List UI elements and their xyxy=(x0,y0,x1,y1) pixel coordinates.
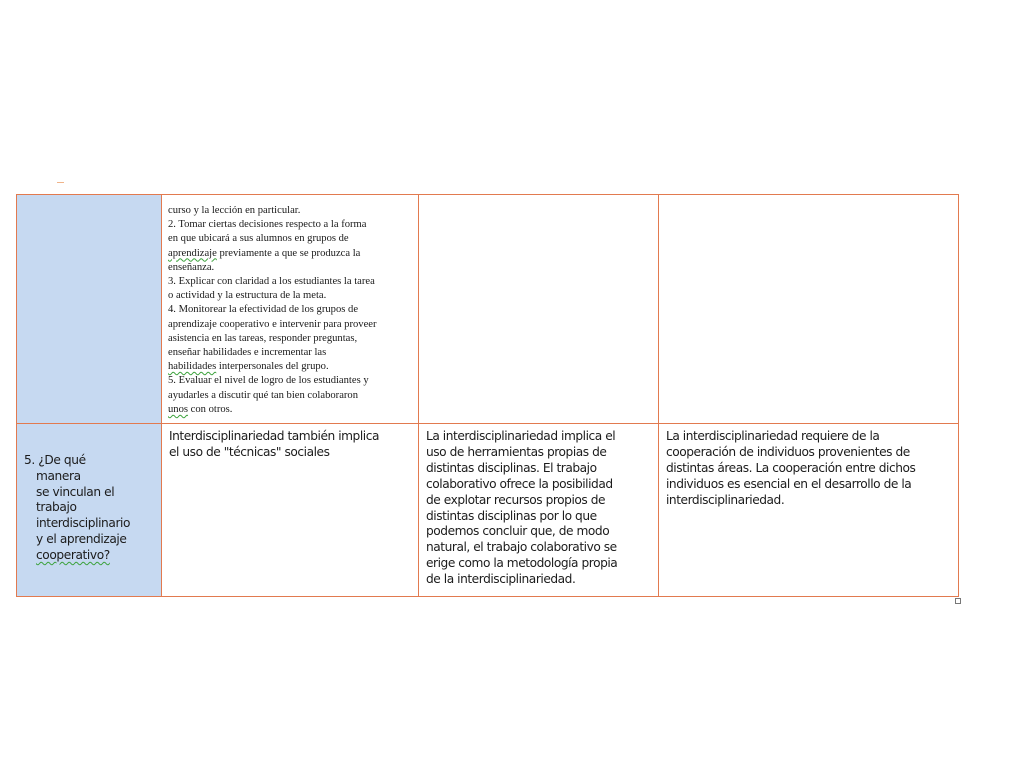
empty-cell[interactable] xyxy=(419,195,659,424)
text-line: colaborativo ofrece la posibilidad xyxy=(426,476,613,491)
comparison-table xyxy=(16,194,959,597)
text-line xyxy=(168,389,412,403)
text-line xyxy=(168,204,412,218)
question-line xyxy=(24,500,161,516)
text-line: La interdisciplinariedad implica el xyxy=(426,429,616,443)
table-row xyxy=(17,195,959,424)
question-cell[interactable] xyxy=(17,424,162,597)
misspelled-word: unos xyxy=(168,403,189,415)
text-line: La interdisciplinariedad requiere de la xyxy=(666,429,880,443)
question-line xyxy=(24,532,161,548)
question-line xyxy=(24,453,161,469)
text-line: distintas disciplinas. El trabajo xyxy=(426,460,597,475)
question-line xyxy=(24,516,161,532)
text-line xyxy=(168,374,412,388)
question-line-text: 5. ¿De qué xyxy=(24,453,86,467)
table-resize-handle[interactable] xyxy=(955,598,961,604)
text-line: Interdisciplinariedad también implica xyxy=(169,429,379,443)
text-line xyxy=(168,403,412,417)
text-run: asistencia en las tareas, responder preguntas, xyxy=(168,332,358,344)
text-run: enseñar habilidades e incrementar las xyxy=(168,347,327,359)
text-run: ayudarles a discutir qué tan bien colaboraron xyxy=(168,389,359,401)
answer-cell[interactable] xyxy=(162,424,419,597)
text-run: interpersonales del grupo. xyxy=(216,361,329,373)
text-run: con otros. xyxy=(188,403,233,415)
text-run: o actividad y la estructura de la meta. xyxy=(168,290,327,302)
text-line: natural, el trabajo colaborativo se xyxy=(426,540,617,555)
text-line: erige como la metodología propia xyxy=(426,556,618,571)
steps-text xyxy=(162,195,418,417)
text-run: 4. Monitorear la efectividad de los grupos de xyxy=(168,304,359,316)
text-line: distintas disciplinas por lo que xyxy=(426,508,597,523)
text-line: de la interdisciplinariedad. xyxy=(426,572,576,587)
cursor-mark xyxy=(57,182,64,183)
text-line: individuos es esencial en el desarrollo de la xyxy=(666,476,912,491)
question-line-text: manera xyxy=(36,468,81,483)
answer-cell[interactable] xyxy=(419,424,659,597)
question-line xyxy=(24,469,161,485)
text-line xyxy=(168,247,412,261)
question-line-text: interdisciplinario xyxy=(36,516,131,531)
question-line-text: trabajo xyxy=(36,500,77,515)
text-run: enseñanza. xyxy=(168,261,215,273)
misspelled-word: aprendizaje xyxy=(168,247,217,259)
text-line xyxy=(168,232,412,246)
question-line xyxy=(24,485,161,501)
text-line xyxy=(168,218,412,232)
text-run: 2. Tomar ciertas decisiones respecto a la forma xyxy=(168,219,367,231)
text-line xyxy=(168,318,412,332)
question-line xyxy=(24,548,161,564)
text-line xyxy=(168,261,412,275)
answer-cell[interactable] xyxy=(659,424,959,597)
text-line xyxy=(168,332,412,346)
question-line-text: cooperativo? xyxy=(36,547,110,562)
text-line xyxy=(168,289,412,303)
text-line: el uso de "técnicas" sociales xyxy=(169,444,330,459)
text-run: aprendizaje cooperativo e intervenir para proveer xyxy=(168,318,377,330)
text-line: de explotar recursos propios de xyxy=(426,492,606,507)
text-run: 5. Evaluar el nivel de logro de los estudiantes y xyxy=(168,375,369,387)
text-line: interdisciplinariedad. xyxy=(666,492,785,507)
text-line xyxy=(168,303,412,317)
text-line: uso de herramientas propias de xyxy=(426,444,607,459)
text-run: curso y la lección en particular. xyxy=(168,205,301,216)
text-line xyxy=(168,275,412,289)
text-run: en que ubicará a sus alumnos en grupos de xyxy=(168,233,349,245)
text-line xyxy=(168,360,412,374)
text-line: cooperación de individuos provenientes de xyxy=(666,444,910,459)
question-cell-empty[interactable] xyxy=(17,195,162,424)
table-row xyxy=(17,424,959,597)
misspelled-word: habilidades xyxy=(168,361,217,373)
question-line-text: se vinculan el xyxy=(36,484,115,499)
answer-text xyxy=(419,424,658,588)
text-line xyxy=(168,346,412,360)
text-line: podemos concluir que, de modo xyxy=(426,524,610,539)
answer-text xyxy=(162,424,418,461)
steps-cell[interactable] xyxy=(162,195,419,424)
answer-text xyxy=(659,424,958,509)
empty-cell[interactable] xyxy=(659,195,959,424)
text-line: distintas áreas. La cooperación entre dichos xyxy=(666,460,916,475)
text-run: 3. Explicar con claridad a los estudiantes la tarea xyxy=(168,276,375,288)
question-line-text: y el aprendizaje xyxy=(36,531,127,546)
question-text xyxy=(17,424,161,564)
text-run: previamente a que se produzca la xyxy=(216,247,361,259)
